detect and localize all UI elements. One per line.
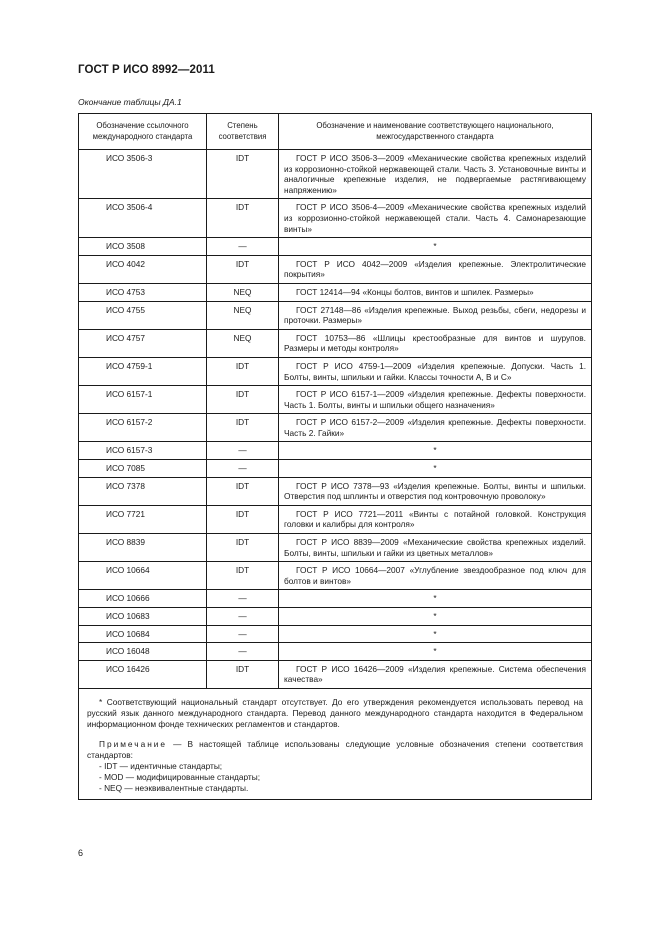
note-label: Примечание bbox=[99, 739, 168, 750]
degree-cell: IDT bbox=[207, 477, 279, 505]
reference-standard-cell: ИСО 6157-2 bbox=[79, 414, 207, 442]
degree-cell: IDT bbox=[207, 660, 279, 688]
reference-standard-cell: ИСО 16048 bbox=[79, 643, 207, 661]
notes-row bbox=[79, 688, 592, 799]
degree-cell: IDT bbox=[207, 505, 279, 533]
notes-cell bbox=[79, 688, 592, 799]
reference-standard-cell: ИСО 3506-4 bbox=[79, 199, 207, 238]
national-standard-cell: ГОСТ Р ИСО 7721—2011 «Винты с потайной головкой. Конструкция головки и калибры для контроля» bbox=[279, 505, 592, 533]
degree-cell: — bbox=[207, 238, 279, 256]
reference-standard-cell: ИСО 10683 bbox=[79, 608, 207, 626]
national-standard-cell: ГОСТ 27148—86 «Изделия крепежные. Выход резьбы, сбеги, недорезы и проточки. Размеры» bbox=[279, 301, 592, 329]
column-header-degree: Степень соответствия bbox=[207, 114, 279, 150]
reference-standard-cell: ИСО 4755 bbox=[79, 301, 207, 329]
national-standard-cell: ГОСТ Р ИСО 3506-4—2009 «Механические свойства крепежных изделий из коррозионно-стойкой нержавеющей стали. Часть 4. Самонарезающие винты» bbox=[279, 199, 592, 238]
degree-cell: IDT bbox=[207, 255, 279, 283]
reference-standard-cell: ИСО 3508 bbox=[79, 238, 207, 256]
page-number: 6 bbox=[78, 848, 84, 858]
national-standard-cell: ГОСТ Р ИСО 8839—2009 «Механические свойства крепежных изделий. Болты, винты, шпильки и гайки из цветных металлов» bbox=[279, 534, 592, 562]
reference-standard-cell: ИСО 6157-1 bbox=[79, 386, 207, 414]
national-standard-cell: ГОСТ 10753—86 «Шлицы крестообразные для винтов и шурупов. Размеры и методы контроля» bbox=[279, 329, 592, 357]
degree-cell: — bbox=[207, 460, 279, 478]
degree-cell: — bbox=[207, 608, 279, 626]
degree-cell: NEQ bbox=[207, 329, 279, 357]
note-paragraph bbox=[87, 739, 583, 761]
table-row bbox=[79, 414, 592, 442]
national-standard-cell: ГОСТ Р ИСО 6157-1—2009 «Изделия крепежные. Дефекты поверхности. Часть 1. Болты, винты и шпильки общего назначения» bbox=[279, 386, 592, 414]
reference-standard-cell: ИСО 16426 bbox=[79, 660, 207, 688]
reference-standard-cell: ИСО 4753 bbox=[79, 283, 207, 301]
degree-cell: IDT bbox=[207, 199, 279, 238]
table-row bbox=[79, 608, 592, 626]
reference-standard-cell: ИСО 4757 bbox=[79, 329, 207, 357]
table-row bbox=[79, 150, 592, 199]
standards-table bbox=[78, 113, 592, 800]
legend-item: - IDT — идентичные стандарты; bbox=[99, 760, 223, 771]
table-row bbox=[79, 442, 592, 460]
reference-standard-cell: ИСО 10664 bbox=[79, 562, 207, 590]
degree-cell: IDT bbox=[207, 357, 279, 385]
degree-cell: — bbox=[207, 643, 279, 661]
national-standard-cell: ГОСТ Р ИСО 3506-3—2009 «Механические свойства крепежных изделий из коррозионно-стойкой нержавеющей стали. Часть 3. Установочные винты и аналогичные крепежные изделия, не подвергаемые растягивающему напряжению» bbox=[279, 150, 592, 199]
degree-cell: IDT bbox=[207, 414, 279, 442]
reference-standard-cell: ИСО 7378 bbox=[79, 477, 207, 505]
national-standard-cell: ГОСТ Р ИСО 16426—2009 «Изделия крепежные. Система обеспечения качества» bbox=[279, 660, 592, 688]
reference-standard-cell: ИСО 4042 bbox=[79, 255, 207, 283]
table-row bbox=[79, 386, 592, 414]
national-standard-cell: * bbox=[279, 608, 592, 626]
reference-standard-cell: ИСО 10684 bbox=[79, 625, 207, 643]
degree-cell: NEQ bbox=[207, 283, 279, 301]
table-header-row bbox=[79, 114, 592, 150]
degree-cell: NEQ bbox=[207, 301, 279, 329]
reference-standard-cell: ИСО 7721 bbox=[79, 505, 207, 533]
reference-standard-cell: ИСО 4759-1 bbox=[79, 357, 207, 385]
national-standard-cell: ГОСТ 12414—94 «Концы болтов, винтов и шпилек. Размеры» bbox=[279, 283, 592, 301]
table-caption: Окончание таблицы ДА.1 bbox=[78, 97, 182, 107]
table-row bbox=[79, 255, 592, 283]
table-row bbox=[79, 643, 592, 661]
table-row bbox=[79, 460, 592, 478]
table-row bbox=[79, 301, 592, 329]
national-standard-cell: * bbox=[279, 625, 592, 643]
table-row bbox=[79, 625, 592, 643]
degree-cell: IDT bbox=[207, 386, 279, 414]
national-standard-cell: ГОСТ Р ИСО 6157-2—2009 «Изделия крепежные. Дефекты поверхности. Часть 2. Гайки» bbox=[279, 414, 592, 442]
footnote: * Соответствующий национальный стандарт отсутствует. До его утверждения рекомендуется использовать перевод на русский язык данного международного стандарта. Перевод данного международного стандарта находится в Федеральном информационном фонде технических регламентов и стандартов. bbox=[87, 696, 583, 729]
national-standard-cell: * bbox=[279, 460, 592, 478]
table-row bbox=[79, 590, 592, 608]
document-title: ГОСТ Р ИСО 8992—2011 bbox=[78, 64, 215, 76]
degree-cell: IDT bbox=[207, 150, 279, 199]
reference-standard-cell: ИСО 10666 bbox=[79, 590, 207, 608]
table-row bbox=[79, 357, 592, 385]
table-row bbox=[79, 505, 592, 533]
reference-standard-cell: ИСО 6157-3 bbox=[79, 442, 207, 460]
note-text: — В настоящей таблице использованы следующие условные обозначения степени соответствия стандартов: bbox=[87, 739, 583, 761]
national-standard-cell: ГОСТ Р ИСО 10664—2007 «Углубление звездообразное под ключ для болтов и винтов» bbox=[279, 562, 592, 590]
degree-cell: — bbox=[207, 442, 279, 460]
national-standard-cell: * bbox=[279, 590, 592, 608]
national-standard-cell: * bbox=[279, 442, 592, 460]
column-header-national-standard: Обозначение и наименование соответствующего национального, межгосударственного стандарта bbox=[279, 114, 592, 150]
national-standard-cell: * bbox=[279, 643, 592, 661]
reference-standard-cell: ИСО 8839 bbox=[79, 534, 207, 562]
national-standard-cell: * bbox=[279, 238, 592, 256]
reference-standard-cell: ИСО 7085 bbox=[79, 460, 207, 478]
column-header-reference: Обозначение ссылочного международного стандарта bbox=[79, 114, 207, 150]
table-row bbox=[79, 199, 592, 238]
table-row bbox=[79, 329, 592, 357]
national-standard-cell: ГОСТ Р ИСО 4042—2009 «Изделия крепежные. Электролитические покрытия» bbox=[279, 255, 592, 283]
degree-cell: IDT bbox=[207, 562, 279, 590]
table-row bbox=[79, 534, 592, 562]
degree-cell: IDT bbox=[207, 534, 279, 562]
degree-cell: — bbox=[207, 590, 279, 608]
table-row bbox=[79, 238, 592, 256]
reference-standard-cell: ИСО 3506-3 bbox=[79, 150, 207, 199]
national-standard-cell: ГОСТ Р ИСО 7378—93 «Изделия крепежные. Болты, винты и шпильки. Отверстия под шплинты и отверстия под контровочную проволоку» bbox=[279, 477, 592, 505]
table-row bbox=[79, 562, 592, 590]
table-row bbox=[79, 283, 592, 301]
legend-item: - NEQ — неэквивалентные стандарты. bbox=[99, 782, 249, 793]
national-standard-cell: ГОСТ Р ИСО 4759-1—2009 «Изделия крепежные. Допуски. Часть 1. Болты, винты, шпильки и гайки. Классы точности А, В и С» bbox=[279, 357, 592, 385]
degree-cell: — bbox=[207, 625, 279, 643]
table-row bbox=[79, 660, 592, 688]
table-row bbox=[79, 477, 592, 505]
legend-item: - MOD — модифицированные стандарты; bbox=[99, 771, 261, 782]
